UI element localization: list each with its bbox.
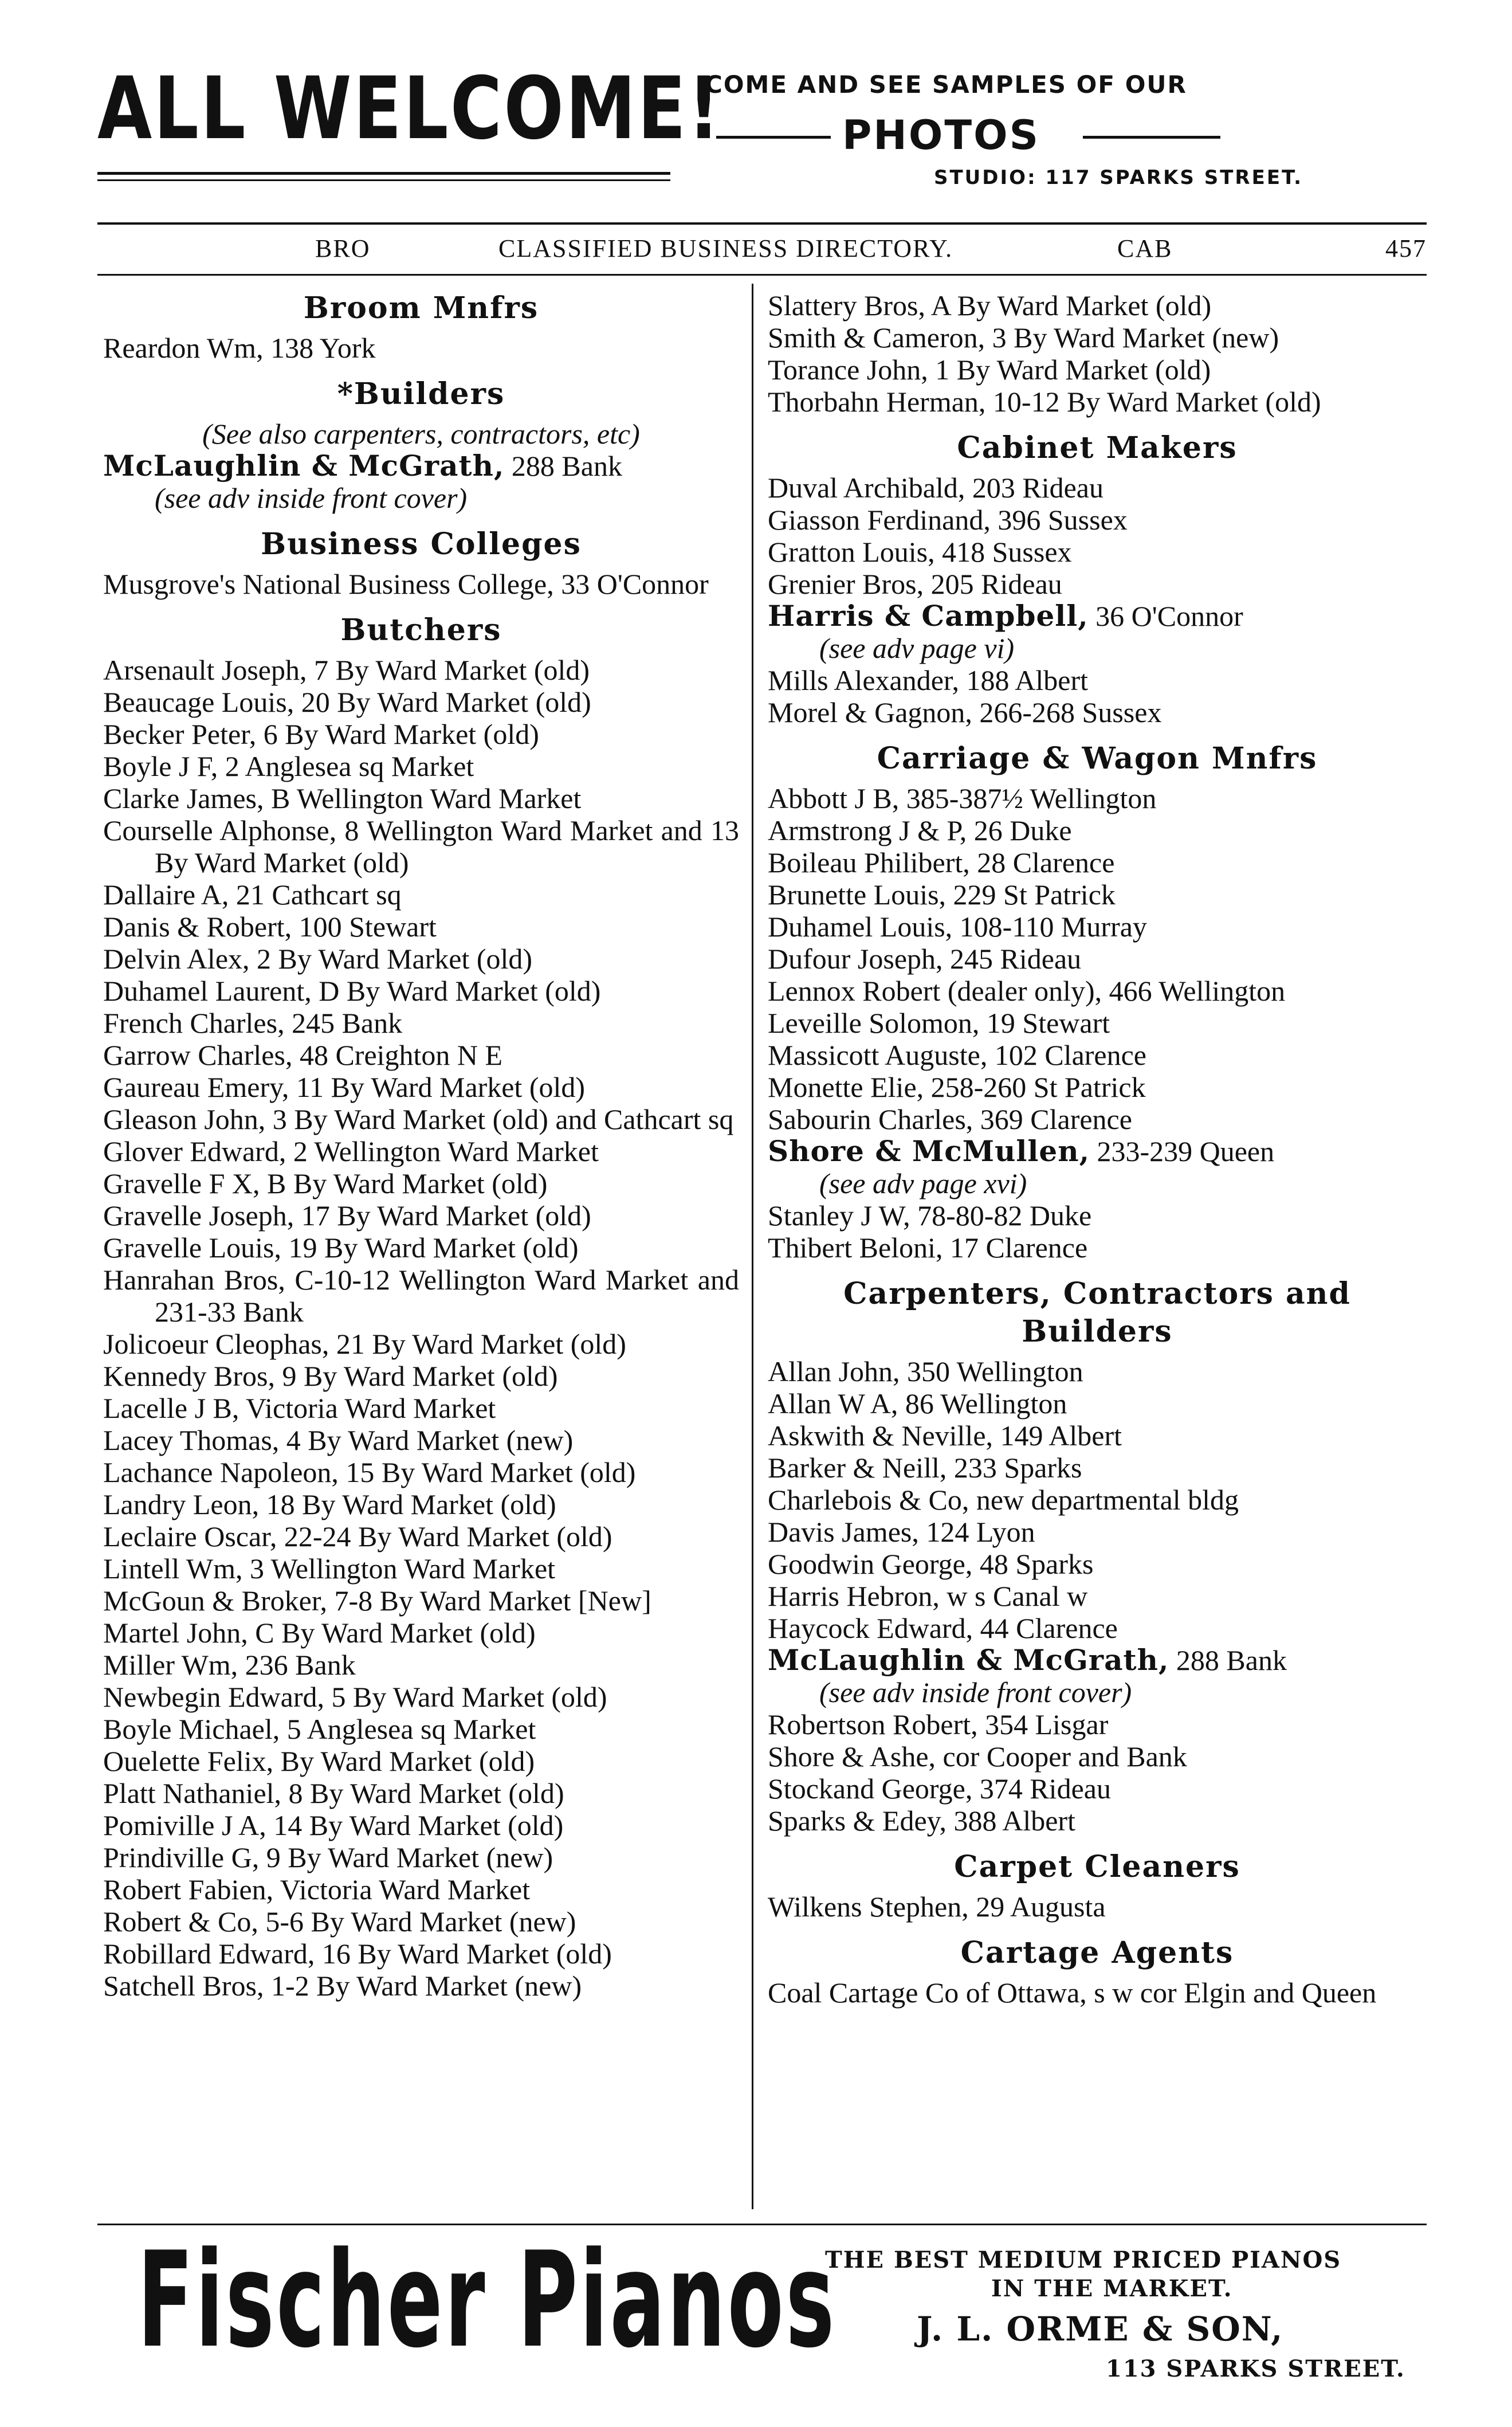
directory-entry xyxy=(768,1484,1427,1516)
ad-line-1: THE BEST MEDIUM PRICED PIANOS xyxy=(825,2246,1342,2273)
entry-text: Boileau Philibert, 28 Clarence xyxy=(768,846,1115,879)
directory-entry xyxy=(103,1103,739,1135)
advert-note: (See also carpenters, contractors, etc) xyxy=(202,418,640,450)
entry-text: Armstrong J & P, 26 Duke xyxy=(768,814,1072,846)
entry-text: Arsenault Joseph, 7 By Ward Market (old) xyxy=(103,654,590,686)
entry-text: Allan W A, 86 Wellington xyxy=(768,1387,1067,1420)
directory-entry xyxy=(768,1612,1427,1644)
directory-entry xyxy=(768,1355,1427,1387)
section-heading-business-colleges: Business Colleges xyxy=(261,527,582,562)
entry-text: Gravelle Joseph, 17 By Ward Market (old) xyxy=(103,1199,591,1232)
running-head-title: CLASSIFIED BUSINESS DIRECTORY. xyxy=(498,234,953,262)
directory-entry xyxy=(768,814,1427,846)
entry-text: Haycock Edward, 44 Clarence xyxy=(768,1612,1118,1644)
entry-text: Charlebois & Co, new departmental bldg xyxy=(768,1484,1239,1516)
entry-text: Stockand George, 374 Rideau xyxy=(768,1773,1111,1805)
featured-business-name: McLaughlin & McGrath, xyxy=(103,449,505,483)
entry-text: Monette Elie, 258-260 St Patrick xyxy=(768,1071,1146,1103)
featured-business-name: Harris & Campbell, xyxy=(768,599,1089,633)
entry-text: Leclaire Oscar, 22-24 By Ward Market (old) xyxy=(103,1520,612,1552)
welcome-rule-lower xyxy=(97,179,670,181)
directory-entry xyxy=(768,1007,1427,1039)
directory-entry xyxy=(768,1516,1427,1548)
directory-entry xyxy=(768,664,1427,696)
entry-text: Wilkens Stephen, 29 Augusta xyxy=(768,1891,1106,1923)
entry-text: Sparks & Edey, 388 Albert xyxy=(768,1805,1075,1837)
entry-text: 288 Bank xyxy=(1169,1644,1287,1676)
directory-entry xyxy=(103,1938,739,1970)
section-heading-broom-mnfrs: Broom Mnfrs xyxy=(303,291,539,326)
entry-text: Reardon Wm, 138 York xyxy=(103,332,376,364)
entry-text: Satchell Bros, 1-2 By Ward Market (new) xyxy=(103,1970,582,2002)
directory-entry xyxy=(103,1520,739,1552)
entry-text: Lintell Wm, 3 Wellington Ward Market xyxy=(103,1552,556,1585)
directory-entry xyxy=(103,782,739,814)
entry-text: Massicott Auguste, 102 Clarence xyxy=(768,1039,1146,1071)
featured-business-name: McLaughlin & McGrath, xyxy=(768,1643,1169,1677)
right-column xyxy=(768,289,1427,2009)
directory-entry xyxy=(103,1617,739,1649)
entry-text: Hanrahan Bros, C-10-12 Wellington Ward Market and 231-33 Bank xyxy=(103,1264,739,1328)
promo-studio-address: STUDIO: 117 SPARKS STREET. xyxy=(934,166,1303,189)
entry-text: Duhamel Laurent, D By Ward Market (old) xyxy=(103,975,601,1007)
directory-entry xyxy=(103,1777,739,1809)
directory-entry xyxy=(103,1071,739,1103)
directory-entry xyxy=(768,696,1427,728)
directory-entry xyxy=(103,1199,739,1232)
directory-entry xyxy=(103,1007,739,1039)
directory-entry xyxy=(103,1873,739,1905)
section-heading-butchers: Butchers xyxy=(340,613,502,648)
directory-entry xyxy=(103,1392,739,1424)
advert-note: (see adv inside front cover) xyxy=(819,1676,1132,1708)
entry-text: Gratton Louis, 418 Sussex xyxy=(768,536,1072,568)
entry-text: Gaureau Emery, 11 By Ward Market (old) xyxy=(103,1071,586,1103)
welcome-headline: ALL WELCOME! xyxy=(97,59,722,159)
entry-text: 36 O'Connor xyxy=(1088,600,1243,632)
entry-text: Dufour Joseph, 245 Rideau xyxy=(768,943,1082,975)
entry-text: Glover Edward, 2 Wellington Ward Market xyxy=(103,1135,599,1167)
entry-text: Boyle J F, 2 Anglesea sq Market xyxy=(103,750,474,782)
directory-entry xyxy=(103,1970,739,2002)
directory-entry xyxy=(768,354,1427,386)
photos-rule-right xyxy=(1083,136,1220,139)
section-heading-builders: *Builders xyxy=(337,377,505,411)
entry-text: Allan John, 350 Wellington xyxy=(768,1355,1083,1387)
directory-entry xyxy=(103,1745,739,1777)
directory-entry xyxy=(103,332,739,364)
entry-text: Clarke James, B Wellington Ward Market xyxy=(103,782,582,814)
directory-entry xyxy=(103,1809,739,1841)
entry-text: Courselle Alphonse, 8 Wellington Ward Market and 13 By Ward Market (old) xyxy=(103,814,739,879)
directory-entry xyxy=(103,1264,739,1328)
directory-entry xyxy=(768,1420,1427,1452)
directory-entry xyxy=(103,1488,739,1520)
directory-entry xyxy=(768,879,1427,911)
column-divider xyxy=(752,284,753,2209)
advert-note: (see adv inside front cover) xyxy=(155,482,468,514)
directory-entry xyxy=(103,450,739,482)
directory-entry xyxy=(103,943,739,975)
bottom-advertisement xyxy=(97,2224,1427,2407)
directory-entry xyxy=(768,321,1427,354)
entry-text: Landry Leon, 18 By Ward Market (old) xyxy=(103,1488,556,1520)
directory-entry xyxy=(768,1708,1427,1740)
directory-entry xyxy=(768,536,1427,568)
directory-entry xyxy=(103,1713,739,1745)
section-heading-cabinet-makers: Cabinet Makers xyxy=(957,430,1238,465)
directory-entry xyxy=(768,1773,1427,1805)
page-number: 457 xyxy=(1385,234,1427,262)
entry-text: Lacey Thomas, 4 By Ward Market (new) xyxy=(103,1424,574,1456)
directory-entry xyxy=(103,1905,739,1938)
promo-photos: PHOTOS xyxy=(842,112,1040,159)
directory-entry xyxy=(103,1649,739,1681)
directory-entry xyxy=(768,782,1427,814)
directory-entry xyxy=(768,1103,1427,1135)
entry-text: French Charles, 245 Bank xyxy=(103,1007,403,1039)
directory-entry xyxy=(103,1328,739,1360)
advert-note: (see adv page xvi) xyxy=(819,1167,1027,1199)
directory-entry xyxy=(103,718,739,750)
entry-text: Ouelette Felix, By Ward Market (old) xyxy=(103,1745,535,1777)
section-heading-carpet-cleaners: Carpet Cleaners xyxy=(954,1849,1240,1884)
header-rule-top xyxy=(97,222,1427,225)
section-heading-cartage-agents: Cartage Agents xyxy=(960,1935,1234,1970)
section-heading-carpenters-contractors-and-builders: Carpenters, Contractors and Builders xyxy=(843,1276,1351,1349)
directory-entry xyxy=(768,1740,1427,1773)
entry-text: Harris Hebron, w s Canal w xyxy=(768,1580,1088,1612)
entry-text: Newbegin Edward, 5 By Ward Market (old) xyxy=(103,1681,607,1713)
entry-text: Prindiville G, 9 By Ward Market (new) xyxy=(103,1841,553,1873)
entry-text: Thibert Beloni, 17 Clarence xyxy=(768,1232,1088,1264)
directory-entry xyxy=(103,975,739,1007)
entry-text: Delvin Alex, 2 By Ward Market (old) xyxy=(103,943,533,975)
entry-text: Robert Fabien, Victoria Ward Market xyxy=(103,1873,531,1905)
running-head-right: CAB xyxy=(1117,234,1173,262)
entry-text: Barker & Neill, 233 Sparks xyxy=(768,1452,1082,1484)
entry-text: Garrow Charles, 48 Creighton N E xyxy=(103,1039,503,1071)
top-advertisement xyxy=(97,54,1427,203)
directory-entry xyxy=(768,846,1427,879)
entry-text: Goodwin George, 48 Sparks xyxy=(768,1548,1094,1580)
entry-text: Becker Peter, 6 By Ward Market (old) xyxy=(103,718,539,750)
fischer-pianos-brand: Fischer Pianos xyxy=(138,2224,836,2377)
directory-entry xyxy=(768,504,1427,536)
directory-entry xyxy=(103,568,739,600)
directory-entry xyxy=(768,1039,1427,1071)
photos-rule-left xyxy=(716,136,831,139)
entry-text: Duhamel Louis, 108-110 Murray xyxy=(768,911,1147,943)
entry-text: Sabourin Charles, 369 Clarence xyxy=(768,1103,1132,1135)
entry-text: Dallaire A, 21 Cathcart sq xyxy=(103,879,402,911)
entry-text: Martel John, C By Ward Market (old) xyxy=(103,1617,536,1649)
entry-text: McGoun & Broker, 7-8 By Ward Market [New] xyxy=(103,1585,651,1617)
directory-entry xyxy=(103,879,739,911)
directory-entry xyxy=(103,1360,739,1392)
entry-text: Askwith & Neville, 149 Albert xyxy=(768,1420,1122,1452)
entry-text: Smith & Cameron, 3 By Ward Market (new) xyxy=(768,321,1279,354)
directory-entry xyxy=(768,1387,1427,1420)
advert-note: (see adv page vi) xyxy=(819,632,1015,664)
directory-entry xyxy=(768,568,1427,600)
entry-text: Shore & Ashe, cor Cooper and Bank xyxy=(768,1740,1187,1773)
directory-entry xyxy=(103,1167,739,1199)
entry-text: Lennox Robert (dealer only), 466 Wellington xyxy=(768,975,1286,1007)
entry-text: Thorbahn Herman, 10-12 By Ward Market (old) xyxy=(768,386,1321,418)
directory-entry xyxy=(768,1071,1427,1103)
entry-text: Danis & Robert, 100 Stewart xyxy=(103,911,437,943)
directory-entry xyxy=(103,1585,739,1617)
entry-text: Miller Wm, 236 Bank xyxy=(103,1649,356,1681)
entry-text: Davis James, 124 Lyon xyxy=(768,1516,1035,1548)
directory-entry xyxy=(103,1681,739,1713)
entry-text: 288 Bank xyxy=(504,450,622,482)
entry-text: Gleason John, 3 By Ward Market (old) and Cathcart sq xyxy=(103,1103,734,1135)
entry-text: Coal Cartage Co of Ottawa, s w cor Elgin and Queen xyxy=(768,1977,1377,2009)
entry-text: Duval Archibald, 203 Rideau xyxy=(768,472,1103,504)
directory-entry xyxy=(768,1580,1427,1612)
entry-text: Kennedy Bros, 9 By Ward Market (old) xyxy=(103,1360,558,1392)
entry-text: Beaucage Louis, 20 By Ward Market (old) xyxy=(103,686,591,718)
directory-entry xyxy=(768,1199,1427,1232)
directory-entry xyxy=(768,975,1427,1007)
directory-entry xyxy=(103,911,739,943)
directory-entry xyxy=(768,1977,1427,2009)
running-head xyxy=(97,234,1427,268)
entry-text: Robertson Robert, 354 Lisgar xyxy=(768,1708,1109,1740)
directory-entry xyxy=(103,814,739,879)
entry-text: Brunette Louis, 229 St Patrick xyxy=(768,879,1116,911)
entry-text: Abbott J B, 385-387½ Wellington xyxy=(768,782,1157,814)
running-head-left: BRO xyxy=(315,234,371,262)
directory-entry xyxy=(768,1805,1427,1837)
entry-text: Platt Nathaniel, 8 By Ward Market (old) xyxy=(103,1777,564,1809)
ad-line-2: IN THE MARKET. xyxy=(991,2275,1233,2302)
entry-text: Robert & Co, 5-6 By Ward Market (new) xyxy=(103,1905,576,1938)
entry-text: 233-239 Queen xyxy=(1089,1135,1275,1167)
section-heading-carriage-wagon-mnfrs: Carriage & Wagon Mnfrs xyxy=(877,741,1318,776)
directory-entry xyxy=(768,1891,1427,1923)
directory-entry xyxy=(103,1039,739,1071)
directory-entry xyxy=(103,1456,739,1488)
entry-text: Mills Alexander, 188 Albert xyxy=(768,664,1089,696)
directory-entry xyxy=(103,1135,739,1167)
entry-text: Jolicoeur Cleophas, 21 By Ward Market (old) xyxy=(103,1328,626,1360)
directory-entry xyxy=(103,1424,739,1456)
directory-entry xyxy=(103,654,739,686)
entry-text: Slattery Bros, A By Ward Market (old) xyxy=(768,289,1212,321)
directory-entry xyxy=(768,1135,1427,1167)
directory-entry xyxy=(768,289,1427,321)
entry-text: Lachance Napoleon, 15 By Ward Market (old) xyxy=(103,1456,636,1488)
entry-text: Boyle Michael, 5 Anglesea sq Market xyxy=(103,1713,536,1745)
entry-text: Musgrove's National Business College, 33 O'Connor xyxy=(103,568,709,600)
entry-text: Lacelle J B, Victoria Ward Market xyxy=(103,1392,496,1424)
entry-text: Gravelle Louis, 19 By Ward Market (old) xyxy=(103,1232,579,1264)
promo-text: COME AND SEE SAMPLES OF OUR xyxy=(705,70,1187,99)
directory-entry xyxy=(768,1452,1427,1484)
directory-entry xyxy=(103,750,739,782)
entry-text: Pomiville J A, 14 By Ward Market (old) xyxy=(103,1809,564,1841)
featured-business-name: Shore & McMullen, xyxy=(768,1134,1090,1168)
directory-entry xyxy=(103,1552,739,1585)
directory-entry xyxy=(768,600,1427,632)
directory-entry xyxy=(768,1232,1427,1264)
header-rule-bottom xyxy=(97,274,1427,276)
left-column xyxy=(103,289,739,2002)
directory-entry xyxy=(768,472,1427,504)
entry-text: Gravelle F X, B By Ward Market (old) xyxy=(103,1167,548,1199)
directory-entry xyxy=(103,1232,739,1264)
directory-entry xyxy=(768,1548,1427,1580)
entry-text: Torance John, 1 By Ward Market (old) xyxy=(768,354,1211,386)
entry-text: Morel & Gagnon, 266-268 Sussex xyxy=(768,696,1162,728)
welcome-rule xyxy=(97,172,670,175)
ad-line-3: J. L. ORME & SON, xyxy=(917,2310,1284,2348)
directory-entry xyxy=(768,943,1427,975)
entry-text: Leveille Solomon, 19 Stewart xyxy=(768,1007,1110,1039)
directory-entry xyxy=(768,386,1427,418)
directory-entry xyxy=(768,911,1427,943)
entry-text: Grenier Bros, 205 Rideau xyxy=(768,568,1062,600)
directory-entry xyxy=(103,1841,739,1873)
entry-text: Robillard Edward, 16 By Ward Market (old) xyxy=(103,1938,612,1970)
entry-text: Giasson Ferdinand, 396 Sussex xyxy=(768,504,1128,536)
directory-entry xyxy=(768,1644,1427,1676)
directory-entry xyxy=(103,686,739,718)
ad-line-4: 113 SPARKS STREET. xyxy=(1106,2355,1405,2382)
entry-text: Stanley J W, 78-80-82 Duke xyxy=(768,1199,1092,1232)
